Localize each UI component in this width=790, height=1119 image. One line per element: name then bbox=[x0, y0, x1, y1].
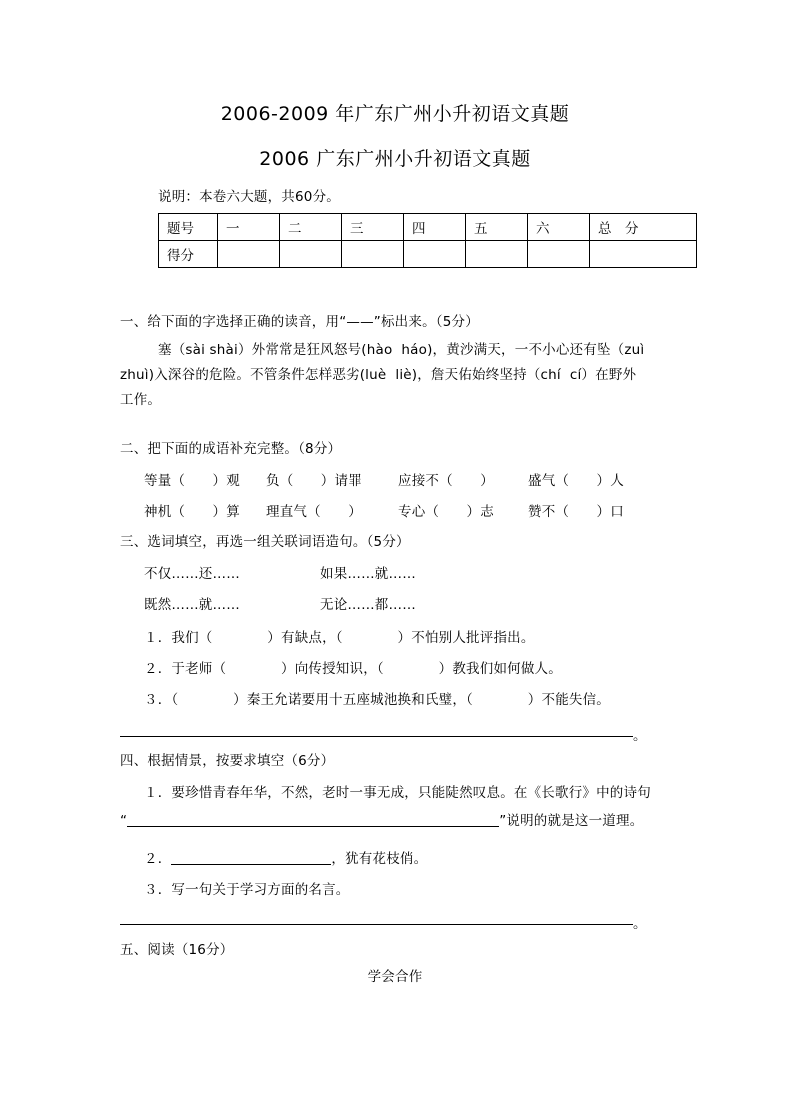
conjunction-pair-2[interactable]: 如果……就…… bbox=[320, 566, 416, 582]
score-cell-1[interactable] bbox=[218, 241, 280, 268]
instruction-text: 说明：本卷六大题，共60分。 bbox=[158, 189, 340, 205]
section-four-item-1-answer-row bbox=[120, 812, 643, 831]
score-table-col-1: 一 bbox=[218, 214, 280, 241]
table-row-score bbox=[159, 241, 697, 268]
section-one-passage-line-1: 塞（sài shài）外常常是狂风怒号(hào háo)，黄沙满天，一不小心还有坠（zuì bbox=[158, 342, 645, 358]
section-five-heading: 五、阅读（16分） bbox=[120, 942, 234, 958]
quote-open: “ bbox=[120, 813, 128, 829]
section-one-passage-line-3: 工作。 bbox=[120, 392, 162, 408]
score-table bbox=[158, 213, 697, 268]
section-four-item-1-prefix: １．要珍惜青春年华，不然，老时一事无成，只能陡然叹息。在《长歌行》中的诗句 bbox=[144, 785, 651, 801]
score-table-col-5: 五 bbox=[466, 214, 528, 241]
table-row-header bbox=[159, 214, 697, 241]
idiom-row-1-item-1[interactable]: 等量（ ）观 bbox=[144, 473, 240, 489]
idiom-row-1-item-4[interactable]: 盛气（ ）人 bbox=[528, 473, 624, 489]
section-one-heading: 一、给下面的字选择正确的读音，用“——”标出来。（5分） bbox=[120, 314, 479, 330]
score-table-col-6: 六 bbox=[528, 214, 590, 241]
section-four-item-3-period: 。 bbox=[633, 916, 647, 932]
idiom-row-2-item-3[interactable]: 专心（ ）志 bbox=[398, 504, 494, 520]
conjunction-pair-1[interactable]: 不仅……还…… bbox=[144, 566, 240, 582]
score-cell-2[interactable] bbox=[280, 241, 342, 268]
section-three-item-3[interactable]: ３．（ ）秦王允诺要用十五座城池换和氏璧，（ ）不能失信。 bbox=[144, 692, 610, 708]
section-three-heading: 三、选词填空，再选一组关联词语造句。（5分） bbox=[120, 534, 410, 550]
page-title-sub: 2006 广东广州小升初语文真题 bbox=[259, 148, 531, 170]
section-four-item-2-blank[interactable] bbox=[171, 850, 331, 865]
section-four-item-2-suffix: ，犹有花枝俏。 bbox=[331, 851, 428, 867]
section-four-item-2-row bbox=[144, 850, 427, 869]
section-four-item-2-number: ２． bbox=[144, 851, 172, 867]
section-one-passage-line-2: zhuì)入深谷的危险。不管条件怎样恶劣(luè liè)，詹天佑始终坚持（chí cí）在野外 bbox=[120, 367, 637, 383]
section-four-item-1-blank[interactable] bbox=[127, 812, 499, 827]
exam-instruction bbox=[158, 188, 340, 207]
section-three-item-1[interactable]: １．我们（ ）有缺点，（ ）不怕别人批评指出。 bbox=[144, 630, 535, 646]
quote-close: ” bbox=[499, 813, 507, 829]
section-three-answer-line[interactable] bbox=[120, 736, 633, 737]
section-four-item-3-answer-line[interactable] bbox=[120, 924, 633, 925]
section-three-answer-period: 。 bbox=[633, 728, 647, 744]
score-cell-5[interactable] bbox=[466, 241, 528, 268]
score-table-col-total: 总 分 bbox=[590, 214, 697, 241]
score-table-col-3: 三 bbox=[342, 214, 404, 241]
section-two-heading: 二、把下面的成语补充完整。（8分） bbox=[120, 441, 342, 457]
score-cell-3[interactable] bbox=[342, 241, 404, 268]
score-cell-4[interactable] bbox=[404, 241, 466, 268]
page-title-main: 2006-2009 年广东广州小升初语文真题 bbox=[220, 103, 570, 125]
conjunction-pair-4[interactable]: 无论……都…… bbox=[320, 597, 416, 613]
section-three-item-2[interactable]: ２．于老师（ ）向传授知识，（ ）教我们如何做人。 bbox=[144, 661, 562, 677]
idiom-row-2-item-4[interactable]: 赞不（ ）口 bbox=[528, 504, 624, 520]
conjunction-pair-3[interactable]: 既然……就…… bbox=[144, 597, 240, 613]
section-four-item-3: ３．写一句关于学习方面的名言。 bbox=[144, 882, 350, 898]
idiom-row-1-item-3[interactable]: 应接不（ ） bbox=[398, 473, 494, 489]
score-cell-6[interactable] bbox=[528, 241, 590, 268]
section-four-heading: 四、根据情景，按要求填空（6分） bbox=[120, 753, 335, 769]
idiom-row-2-item-2[interactable]: 理直气（ ） bbox=[266, 504, 362, 520]
score-table-row-label-score: 得分 bbox=[159, 241, 218, 268]
idiom-row-2-item-1[interactable]: 神机（ ）算 bbox=[144, 504, 240, 520]
idiom-row-1-item-2[interactable]: 负（ ）请罪 bbox=[266, 473, 362, 489]
score-table-col-2: 二 bbox=[280, 214, 342, 241]
score-table-row-label-header: 题号 bbox=[159, 214, 218, 241]
score-table-col-4: 四 bbox=[404, 214, 466, 241]
section-five-passage-title: 学会合作 bbox=[367, 969, 423, 985]
section-four-item-1-suffix: 说明的就是这一道理。 bbox=[506, 813, 644, 829]
score-cell-total[interactable] bbox=[590, 241, 697, 268]
